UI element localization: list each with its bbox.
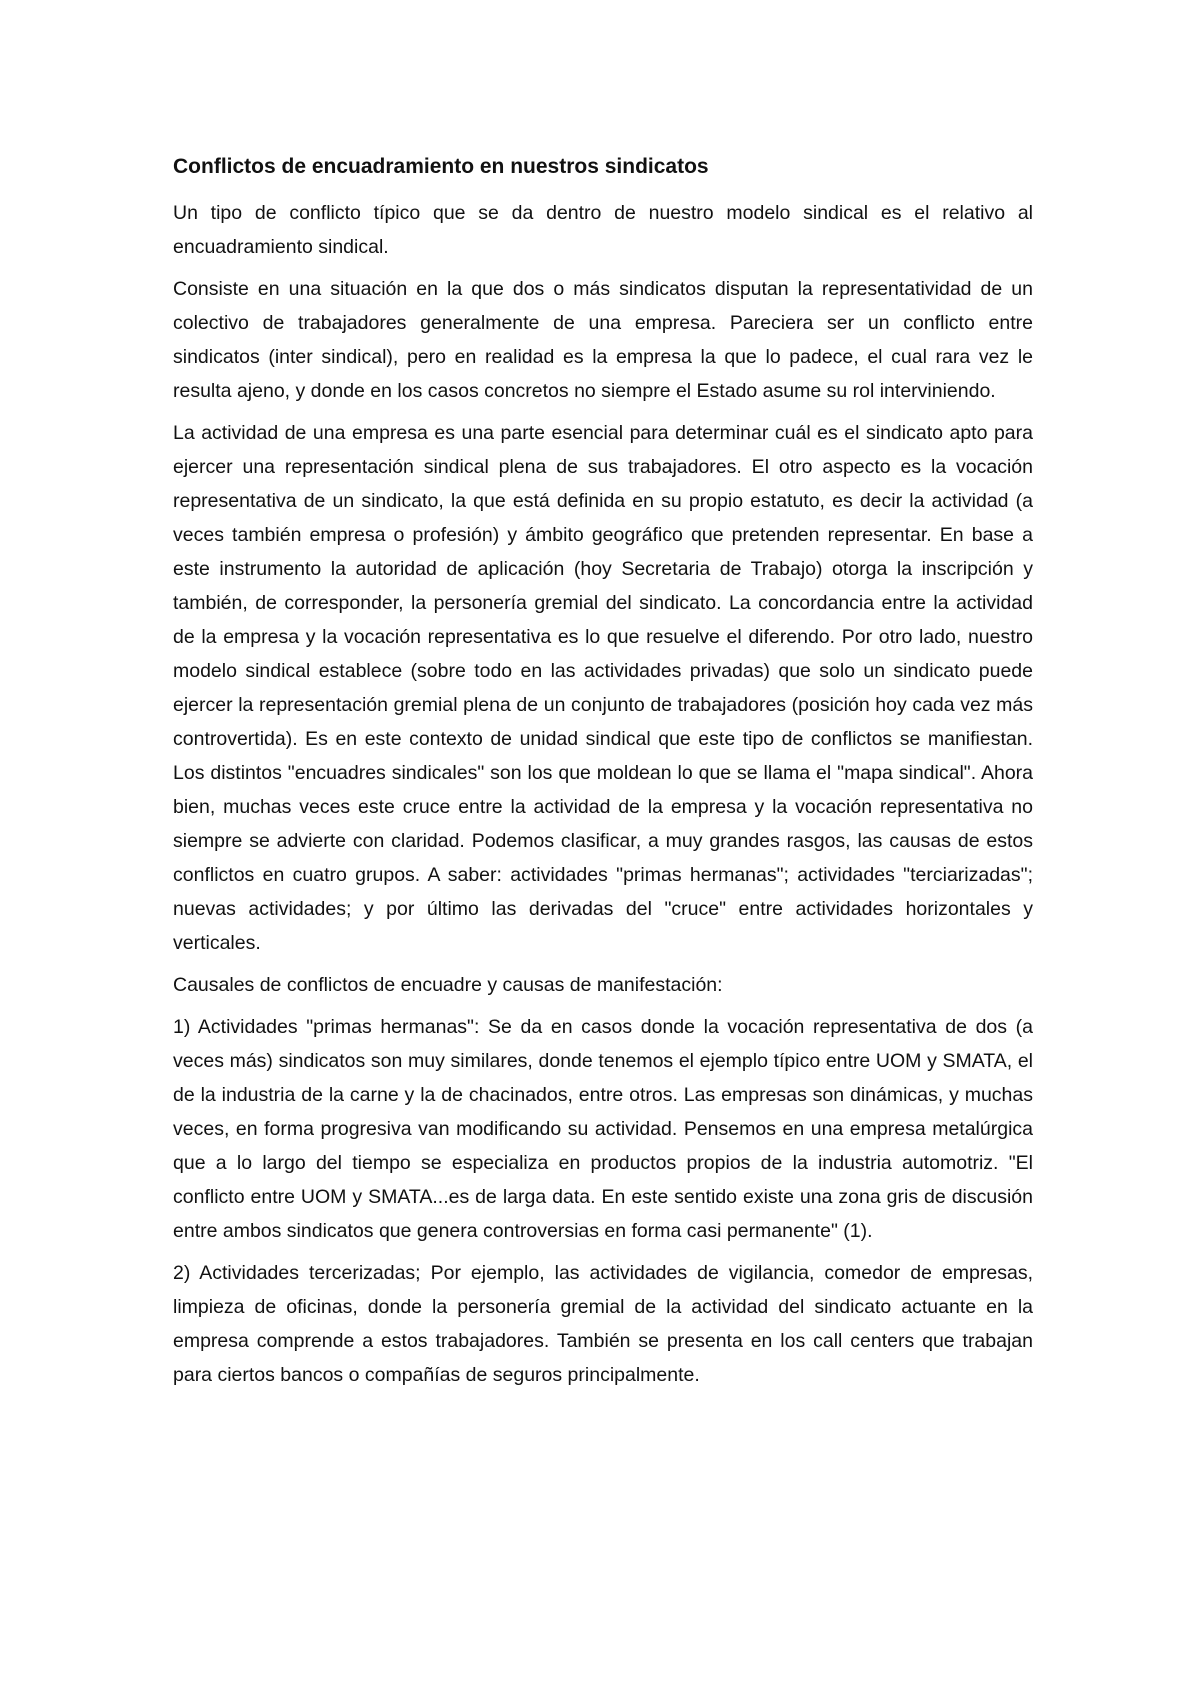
paragraph-cause-1: 1) Actividades "primas hermanas": Se da en casos donde la vocación representativa de dos (a veces más) sindicatos son muy similares, donde tenemos el ejemplo típico entre UOM y SMATA, el de la industria de la carne y la de chacinados, entre otros. Las empresas son dinámicas, y muchas veces, en forma progresiva van modificando su actividad. Pensemos en una empresa metalúrgica que a lo largo del tiempo se especializa en productos propios de la industria automotriz. "El conflicto entre UOM y SMATA...es de larga data. En este sentido existe una zona gris de discusión entre ambos sindicatos que genera controversias en forma casi permanente" (1).	[173, 1016, 1033, 1242]
paragraph-causes-heading: Causales de conflictos de encuadre y causas de manifestación:	[173, 974, 723, 996]
paragraph-cause-2: 2) Actividades tercerizadas; Por ejemplo, las actividades de vigilancia, comedor de empresas, limpieza de oficinas, donde la personería gremial de la actividad del sindicato actuante en la empresa comprende a estos trabajadores. También se presenta en los call centers que trabajan para ciertos bancos o compañías de seguros principalmente.	[173, 1262, 1033, 1386]
paragraph-definition: Consiste en una situación en la que dos o más sindicatos disputan la representatividad de un colectivo de trabajadores generalmente de una empresa. Pareciera ser un conflicto entre sindicatos (inter sindical), pero en realidad es la empresa la que lo padece, el cual rara vez le resulta ajeno, y donde en los casos concretos no siempre el Estado asume su rol interviniendo.	[173, 278, 1033, 402]
paragraph-intro: Un tipo de conflicto típico que se da dentro de nuestro modelo sindical es el relativo al encuadramiento sindical.	[173, 202, 1033, 258]
paragraph-activity: La actividad de una empresa es una parte esencial para determinar cuál es el sindicato apto para ejercer una representación sindical plena de sus trabajadores. El otro aspecto es la vocación representativa de un sindicato, la que está definida en su propio estatuto, es decir la actividad (a veces también empresa o profesión) y ámbito geográfico que pretenden representar. En base a este instrumento la autoridad de aplicación (hoy Secretaria de Trabajo) otorga la inscripción y también, de corresponder, la personería gremial del sindicato. La concordancia entre la actividad de la empresa y la vocación representativa es lo que resuelve el diferendo. Por otro lado, nuestro modelo sindical establece (sobre todo en las actividades privadas) que solo un sindicato puede ejercer la representación gremial plena de un conjunto de trabajadores (posición hoy cada vez más controvertida). Es en este contexto de unidad sindical que este tipo de conflictos se manifiestan. Los distintos "encuadres sindicales" son los que moldean lo que se llama el "mapa sindical". Ahora bien, muchas veces este cruce entre la actividad de la empresa y la vocación representativa no siempre se advierte con claridad. Podemos clasificar, a muy grandes rasgos, las causas de estos conflictos en cuatro grupos. A saber: actividades "primas hermanas"; actividades "terciarizadas"; nuevas actividades; y por último las derivadas del "cruce" entre actividades horizontales y verticales.	[173, 422, 1033, 954]
document-title: Conflictos de encuadramiento en nuestros sindicatos	[173, 155, 709, 178]
document-page	[173, 152, 1033, 1400]
